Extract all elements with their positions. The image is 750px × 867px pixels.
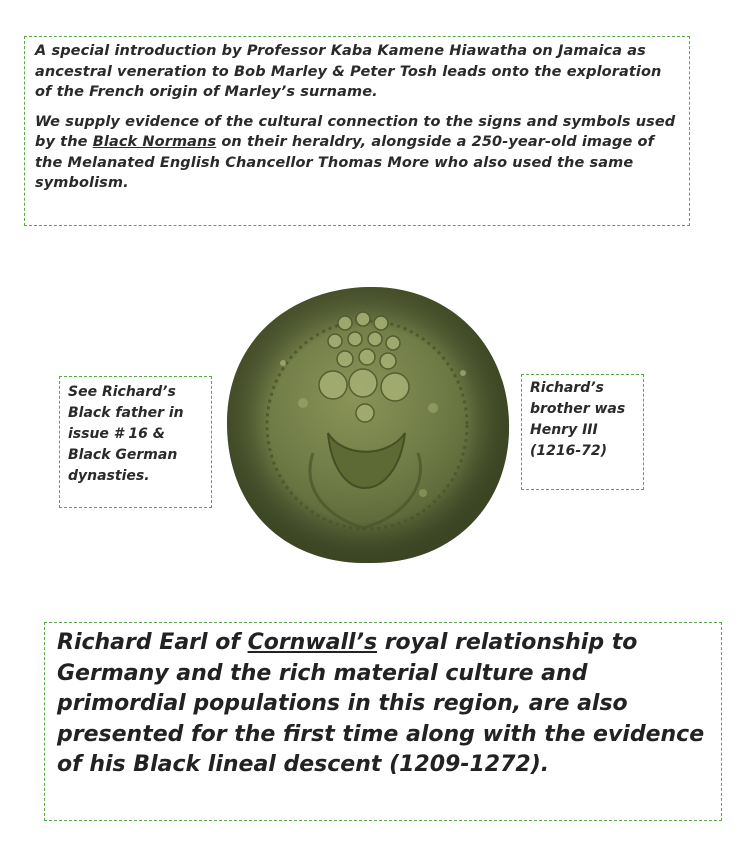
intro-paragraph-2-end: on their heraldry, alongside a 250-year-old image of the Melanated English Chancellor Thomas More who also used the same symbolism. [35,134,655,191]
cornwall-link[interactable]: Cornwall’s [247,630,378,655]
outro-paragraph [57,628,709,781]
intro-paragraph-1: A special introduction by Professor Kaba Kamene Hiawatha on Jamaica as ancestral veneration to Bob Marley & Peter Tosh leads onto the exploration of the French origin of Marley’s surname. [35,43,662,100]
black-normans-link[interactable]: Black Normans [92,134,217,150]
outro-end: royal relationship to Germany and the rich material culture and primordial populations in this region, are also presented for the first time along with the evidence of his Black lineal descent (1209-1272). [57,630,705,777]
coin-image [223,283,513,566]
outro-start: Richard Earl of [57,630,248,655]
outro-box [44,622,722,821]
left-note-box [59,376,212,508]
right-note-text: Richard’s brother was Henry III (1216-72) [530,380,626,459]
right-note-box [521,374,644,490]
intro-paragraph-2 [35,112,679,194]
left-note-text: See Richard’s Black father in issue # 16 & Black German dynasties. [68,384,184,484]
intro-box [24,36,690,226]
intro-paragraph-2-start: We supply evidence of the cultural connection to the signs and symbols used by the [35,113,676,150]
